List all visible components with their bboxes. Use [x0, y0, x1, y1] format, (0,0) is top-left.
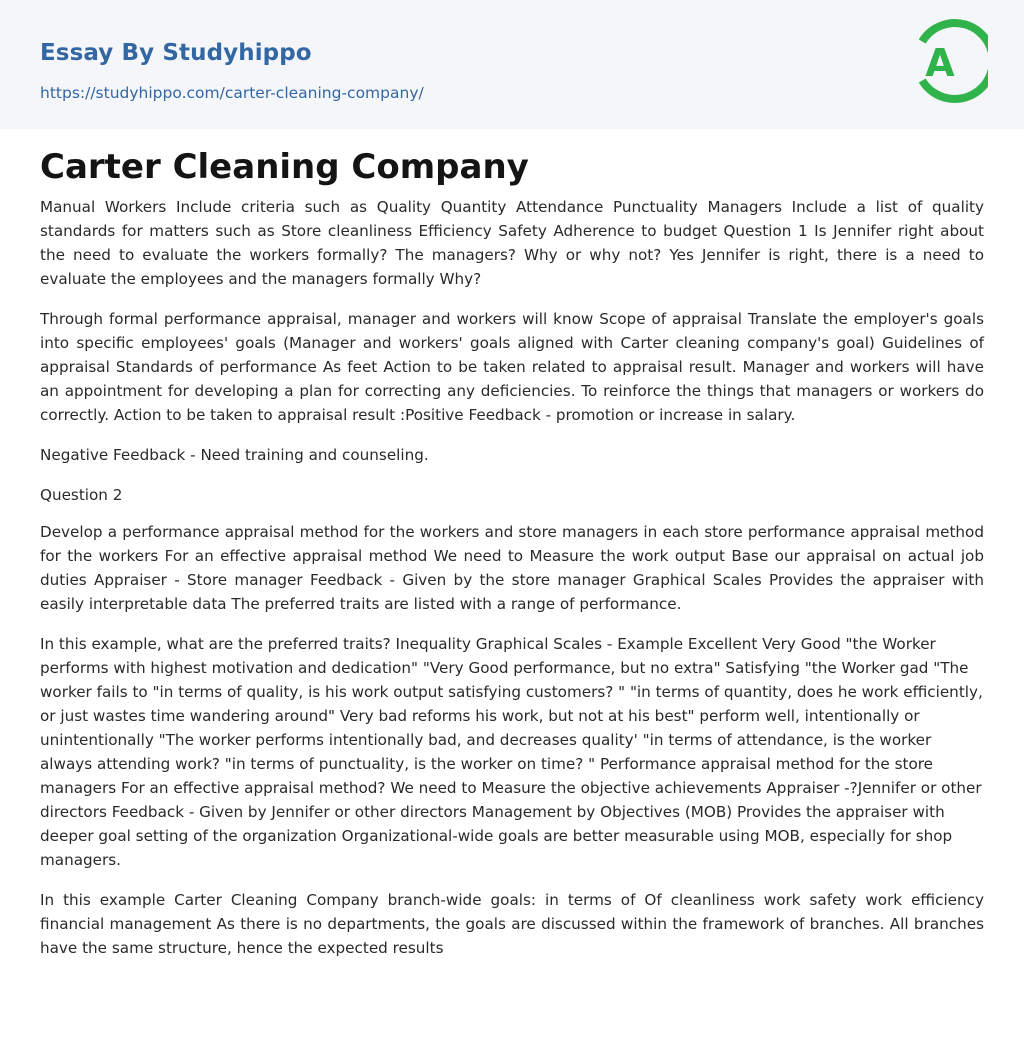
paragraph: Question 2	[40, 486, 123, 505]
article-body	[40, 195, 984, 960]
paragraph: Manual Workers Include criteria such as Quality Quantity Attendance Punctuality Managers Include a list of quality standards for matters such as Store cleanliness Efficiency Safety Adherence to budget Question 1 Is Jennifer right about the need to evaluate the workers formally? The managers? Why or why not? Yes Jennifer is right, there is a need to evaluate the employees and the managers formally Why?	[40, 198, 984, 289]
site-header	[0, 0, 1024, 129]
logo-letter: A	[925, 41, 955, 85]
studyhippo-logo-icon[interactable]	[908, 18, 988, 106]
paragraph: In this example Carter Cleaning Company branch-wide goals: in terms of Of cleanliness work safety work efficiency financial management As there is no departments, the goals are discussed within the framework of branches. All branches have the same structure, hence the expected results	[40, 891, 984, 958]
paragraph: In this example, what are the preferred traits? Inequality Graphical Scales - Example Excellent Very Good "the Worker performs with highest motivation and dedication" "Very Good performance, but no extra" Satisfying "the Worker gad "The worker fails to "in terms of quality, is his work output satisfying customers? " "in terms of quantity, does he work efficiently, or just wastes time wandering around" Very bad reforms his work, but not at his best" perform well, intentionally or unintentionally "The worker performs intentionally bad, and decreases quality' "in terms of attendance, is the worker always attending work? "in terms of punctuality, is the worker on time? " Performance appraisal method for the store managers For an effective appraisal method? We need to Measure the objective achievements Appraiser -?Jennifer or other directors Feedback - Given by Jennifer or other directors Management by Objectives (MOB) Provides the appraiser with deeper goal setting of the organization Organizational-wide goals are better measurable using MOB, especially for shop managers.	[40, 635, 983, 870]
page-url-link[interactable]: https://studyhippo.com/carter-cleaning-company/	[40, 84, 424, 102]
paragraph: Through formal performance appraisal, manager and workers will know Scope of appraisal Translate the employer's goals into specific employees' goals (Manager and workers' goals aligned with Carter cleaning company's goal) Guidelines of appraisal Standards of performance As feet Action to be taken related to appraisal result. Manager and workers will have an appointment for developing a plan for correcting any deficiencies. To reinforce the things that managers or workers do correctly. Action to be taken to appraisal result :Positive Feedback - promotion or increase in salary.	[40, 310, 984, 425]
article	[0, 129, 1024, 960]
brand-title[interactable]: Essay By Studyhippo	[40, 40, 312, 66]
page-title: Carter Cleaning Company	[40, 147, 529, 187]
paragraph: Negative Feedback - Need training and counseling.	[40, 446, 429, 465]
paragraph: Develop a performance appraisal method for the workers and store managers in each store performance appraisal method for the workers For an effective appraisal method We need to Measure the work output Base our appraisal on actual job duties Appraiser - Store manager Feedback - Given by the store manager Graphical Scales Provides the appraiser with easily interpretable data The preferred traits are listed with a range of performance.	[40, 523, 984, 614]
